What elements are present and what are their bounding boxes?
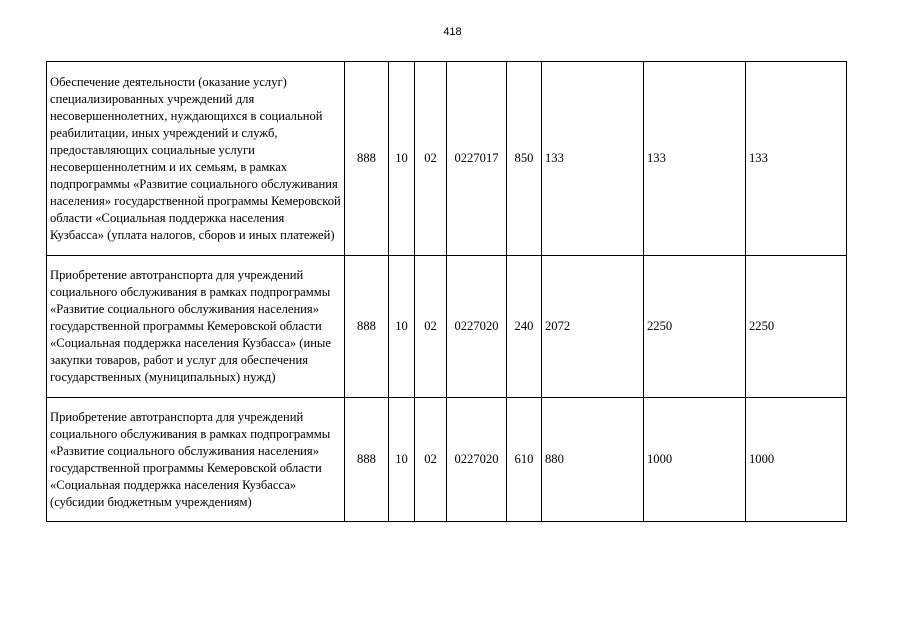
table-row: [47, 398, 847, 522]
table-row: [47, 62, 847, 256]
ministry-code: 888: [345, 256, 389, 398]
target-article-code: 0227017: [447, 62, 507, 256]
row-description: Приобретение автотранспорта для учреждений социального обслуживания в рамках подпрограммы «Развитие социального обслуживания населения» государственной программы Кемеровской области «Социальная поддержка населения Кузбасса» (иные закупки товаров, работ и услуг для обеспечения государственных (муниципальных) нужд): [47, 256, 345, 398]
amount-year-3: 2250: [746, 256, 847, 398]
section-code: 10: [389, 62, 415, 256]
ministry-code: 888: [345, 398, 389, 522]
expense-type-code: 850: [507, 62, 542, 256]
subsection-code: 02: [415, 62, 447, 256]
section-code: 10: [389, 398, 415, 522]
amount-year-1: 133: [542, 62, 644, 256]
expense-type-code: 240: [507, 256, 542, 398]
amount-year-2: 133: [644, 62, 746, 256]
ministry-code: 888: [345, 62, 389, 256]
row-description: Приобретение автотранспорта для учреждений социального обслуживания в рамках подпрограммы «Развитие социального обслуживания населения» государственной программы Кемеровской области «Социальная поддержка населения Кузбасса» (субсидии бюджетным учреждениям): [47, 398, 345, 522]
amount-year-1: 880: [542, 398, 644, 522]
expense-type-code: 610: [507, 398, 542, 522]
subsection-code: 02: [415, 256, 447, 398]
section-code: 10: [389, 256, 415, 398]
amount-year-3: 1000: [746, 398, 847, 522]
amount-year-2: 1000: [644, 398, 746, 522]
budget-table: [46, 61, 847, 522]
target-article-code: 0227020: [447, 398, 507, 522]
amount-year-3: 133: [746, 62, 847, 256]
target-article-code: 0227020: [447, 256, 507, 398]
page-number: 418: [443, 26, 462, 38]
row-description: Обеспечение деятельности (оказание услуг) специализированных учреждений для несовершеннолетних, нуждающихся в социальной реабилитации, иных учреждений и служб, предоставляющих социальные услуги несовершеннолетним и их семьям, в рамках подпрограммы «Развитие социального обслуживания населения» государственной программы Кемеровской области «Социальная поддержка населения Кузбасса» (уплата налогов, сборов и иных платежей): [47, 62, 345, 256]
table-row: [47, 256, 847, 398]
amount-year-1: 2072: [542, 256, 644, 398]
amount-year-2: 2250: [644, 256, 746, 398]
subsection-code: 02: [415, 398, 447, 522]
